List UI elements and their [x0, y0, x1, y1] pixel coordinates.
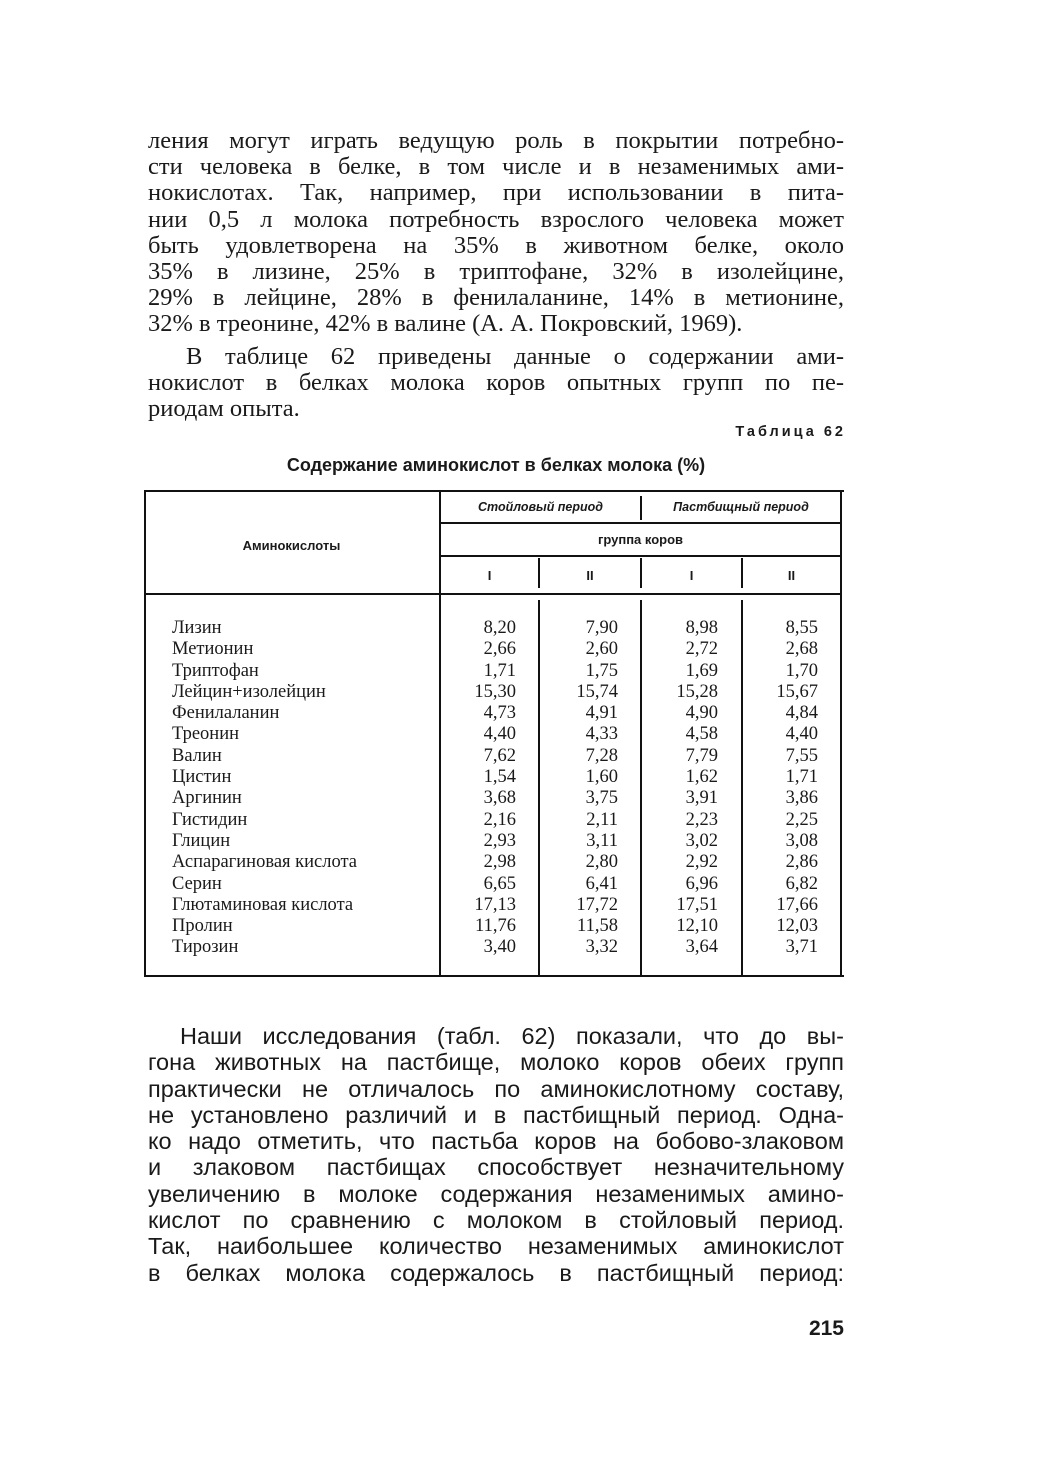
cell: 1,62 — [685, 767, 718, 788]
table-label: Таблица 62 — [735, 424, 846, 440]
cell: 2,86 — [785, 852, 818, 873]
cell: 4,58 — [685, 724, 718, 745]
table-title: Содержание аминокислот в белках молока (%) — [286, 455, 706, 475]
cell: 3,68 — [483, 788, 516, 809]
cell: 1,69 — [685, 660, 718, 681]
header-rule — [439, 555, 841, 557]
cell: 8,98 — [685, 618, 718, 638]
values-pasture-group-2 — [754, 618, 818, 959]
cell: 3,64 — [685, 937, 718, 958]
row-name: Гистидин — [172, 809, 248, 830]
cell: 3,91 — [685, 788, 718, 809]
row-name: Лизин — [172, 618, 222, 638]
text-line: нии 0,5 л молока потребность взрослого человека может — [148, 205, 844, 233]
cell: 4,84 — [785, 703, 818, 724]
cell: 2,72 — [685, 639, 718, 660]
cell: 2,60 — [585, 639, 618, 660]
cell: 3,75 — [585, 788, 618, 809]
cell: 2,25 — [785, 809, 818, 830]
cell: 3,86 — [785, 788, 818, 809]
cell: 2,80 — [585, 852, 618, 873]
cell: 6,82 — [785, 873, 818, 894]
cell: 7,90 — [585, 618, 618, 638]
cell: 17,66 — [776, 894, 818, 915]
cell: 6,96 — [685, 873, 718, 894]
row-name: Треонин — [172, 724, 240, 745]
text-line: ления могут играть ведущую роль в покрытии потребно- — [148, 127, 844, 154]
text-line: сти человека в белке, в том числе и в незаменимых ами- — [148, 153, 844, 181]
row-name: Глицин — [172, 830, 231, 851]
text-line: 32% в треонине, 42% в валине (А. А. Покровский, 1969). — [148, 310, 743, 338]
values-stall-group-2 — [555, 618, 618, 959]
row-name: Аспарагиновая кислота — [172, 852, 358, 873]
values-pasture-group-1 — [655, 618, 718, 959]
text-line: кислот по сравнению с молоком в стойловый период. — [148, 1207, 844, 1234]
row-name: Тирозин — [172, 937, 239, 958]
cell: 11,76 — [475, 916, 516, 937]
text-line: практически не отличалось по аминокислотному составу, — [148, 1075, 844, 1102]
cell: 8,20 — [483, 618, 516, 638]
cell: 3,11 — [586, 830, 618, 851]
header-stall-period: Стойловый период — [477, 500, 604, 514]
cell: 17,72 — [576, 894, 618, 915]
cell: 1,71 — [785, 767, 818, 788]
text-line: 29% в лейцине, 28% в фенилаланине, 14% в метионине, — [148, 284, 844, 312]
cell: 12,03 — [776, 916, 818, 937]
cell: 4,40 — [483, 724, 516, 745]
col-rule — [439, 492, 441, 977]
header-group-1: I — [487, 568, 492, 583]
text-line: в белках молока содержалось в пастбищный период: — [148, 1259, 844, 1286]
row-name: Глютаминовая кислота — [172, 894, 354, 915]
text-line: гона животных на пастбище, молоко коров обеих групп — [148, 1049, 844, 1076]
col-rule — [640, 600, 642, 977]
amino-acid-table — [144, 490, 844, 977]
header-group-2: II — [586, 568, 594, 583]
text-line: не установлено различий и в пастбищный период. Одна- — [148, 1101, 844, 1128]
header-bottom-rule — [144, 593, 841, 595]
paragraph-intro — [148, 344, 844, 423]
row-name: Валин — [172, 745, 222, 766]
col-rule — [538, 600, 540, 977]
text-line: увеличению в молоке содержания незаменимых амино- — [148, 1180, 844, 1207]
cell: 3,32 — [585, 937, 618, 958]
cell: 17,13 — [474, 894, 516, 915]
row-name: Фенилаланин — [172, 703, 280, 724]
cell: 3,02 — [685, 830, 718, 851]
paragraph-top — [148, 128, 844, 338]
cell: 15,67 — [776, 681, 818, 702]
page-number: 215 — [808, 1317, 844, 1340]
text-line: нокислот в белках молока коров опытных групп по пе- — [148, 369, 844, 397]
cell: 3,40 — [483, 937, 516, 958]
cell: 2,68 — [785, 639, 818, 660]
cell: 2,92 — [685, 852, 718, 873]
cell: 1,71 — [483, 660, 516, 681]
row-name: Аргинин — [172, 788, 242, 809]
row-name: Серин — [172, 873, 222, 894]
text-line: В таблице 62 приведены данные о содержании ами- — [186, 343, 844, 370]
cell: 4,40 — [785, 724, 818, 745]
cell: 15,30 — [474, 681, 516, 702]
cell: 7,79 — [685, 745, 718, 766]
cell: 4,73 — [483, 703, 516, 724]
text-line: Так, наибольшее количество незаменимых аминокислот — [148, 1233, 844, 1260]
cell: 6,41 — [585, 873, 618, 894]
cell: 1,75 — [585, 660, 618, 681]
cell: 7,55 — [785, 745, 818, 766]
cell: 1,70 — [785, 660, 818, 681]
cell: 4,91 — [585, 703, 618, 724]
cell: 15,28 — [676, 681, 718, 702]
text-line: и злаковом пастбищах способствует незначительному — [148, 1154, 844, 1181]
cell: 6,65 — [483, 873, 516, 894]
table-left-border — [144, 492, 146, 977]
header-cow-group: группа коров — [597, 532, 684, 547]
text-line: ко надо отметить, что пастьба коров на бобово-злаковом — [148, 1128, 844, 1155]
cell: 15,74 — [576, 681, 618, 702]
header-group-2: II — [787, 568, 796, 583]
row-name: Триптофан — [172, 660, 259, 681]
row-name: Пролин — [172, 916, 233, 937]
table-right-border — [840, 492, 842, 977]
cell: 17,51 — [676, 894, 718, 915]
header-rule — [439, 522, 841, 524]
cell: 4,90 — [685, 703, 718, 724]
row-name: Лейцин+изолейцин — [172, 681, 326, 702]
text-line: Наши исследования (табл. 62) показали, что до вы- — [180, 1023, 844, 1049]
header-amino-acids: Аминокислоты — [242, 538, 341, 553]
text-line: нокислотах. Так, например, при использовании в пита- — [148, 179, 844, 207]
cell: 7,62 — [483, 745, 516, 766]
text-line: 35% в лизине, 25% в триптофане, 32% в изолейцине, — [148, 258, 844, 286]
col-rule — [741, 600, 743, 977]
cell: 2,98 — [483, 852, 516, 873]
row-name: Метионин — [172, 639, 254, 660]
text-line: риодам опыта. — [148, 395, 300, 423]
cell: 2,23 — [685, 809, 718, 830]
cell: 11,58 — [577, 916, 618, 937]
cell: 12,10 — [676, 916, 718, 937]
cell: 8,55 — [785, 618, 818, 638]
amino-acid-names — [172, 618, 357, 959]
cell: 3,71 — [785, 937, 818, 958]
cell: 1,60 — [585, 767, 618, 788]
cell: 7,28 — [585, 745, 618, 766]
cell: 4,33 — [585, 724, 618, 745]
paragraph-bottom — [148, 1023, 844, 1286]
header-group-1: I — [689, 568, 694, 583]
cell: 1,54 — [483, 767, 516, 788]
values-stall-group-1 — [454, 618, 516, 959]
cell: 2,93 — [483, 830, 516, 851]
cell: 2,11 — [586, 809, 618, 830]
cell: 2,16 — [483, 809, 516, 830]
cell: 2,66 — [483, 639, 516, 660]
header-pasture-period: Пастбищный период — [673, 500, 809, 514]
text-line: быть удовлетворена на 35% в животном белке, около — [148, 231, 844, 259]
row-name: Цистин — [172, 767, 232, 788]
cell: 3,08 — [785, 830, 818, 851]
